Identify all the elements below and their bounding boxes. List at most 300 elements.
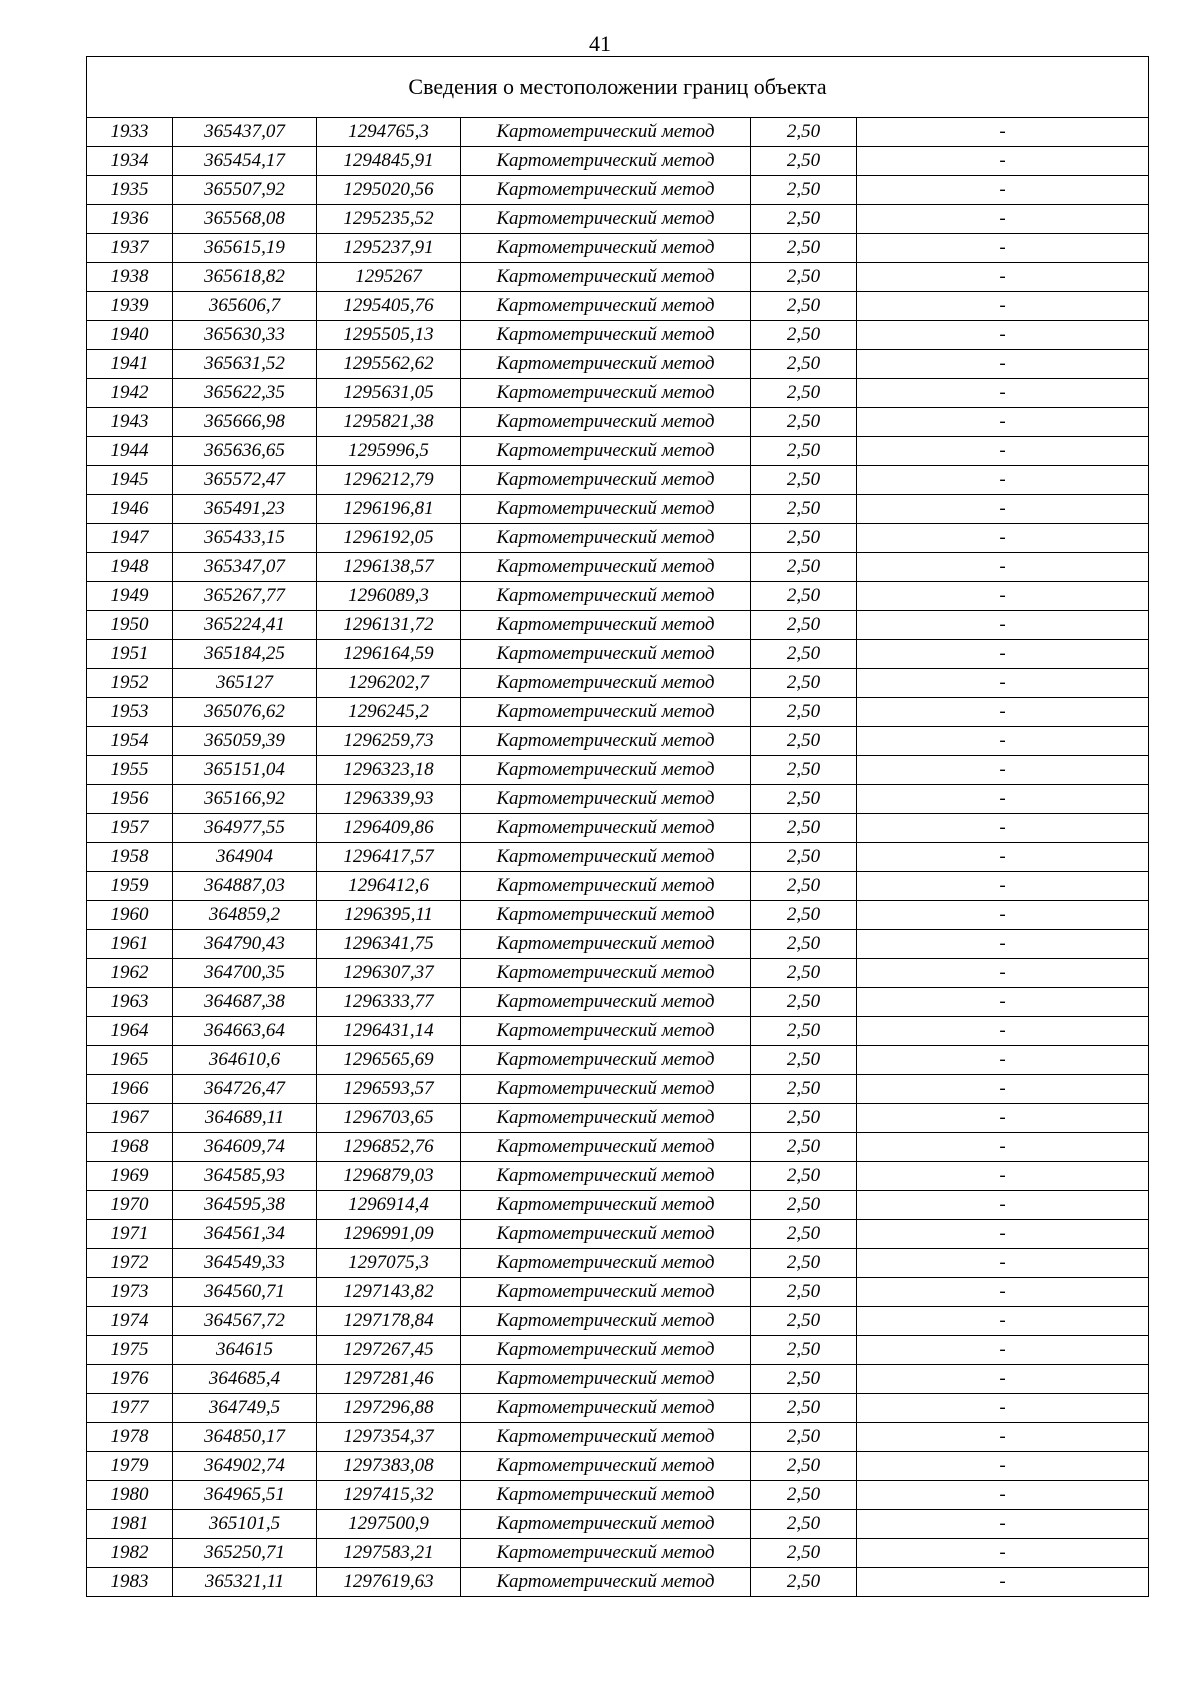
precision-cell: 2,50 — [751, 611, 857, 640]
y-coordinate-cell: 1297383,08 — [317, 1452, 461, 1481]
y-coordinate-cell: 1297281,46 — [317, 1365, 461, 1394]
x-coordinate-cell: 365267,77 — [173, 582, 317, 611]
table-row — [87, 669, 1149, 698]
table-row — [87, 1075, 1149, 1104]
method-cell: Картометрический метод — [461, 350, 751, 379]
y-coordinate-cell: 1297143,82 — [317, 1278, 461, 1307]
method-cell: Картометрический метод — [461, 205, 751, 234]
x-coordinate-cell: 364749,5 — [173, 1394, 317, 1423]
x-coordinate-cell: 365166,92 — [173, 785, 317, 814]
precision-cell: 2,50 — [751, 1220, 857, 1249]
description-cell: - — [857, 1336, 1149, 1365]
precision-cell: 2,50 — [751, 814, 857, 843]
method-cell: Картометрический метод — [461, 176, 751, 205]
x-coordinate-cell: 364790,43 — [173, 930, 317, 959]
x-coordinate-cell: 365454,17 — [173, 147, 317, 176]
precision-cell: 2,50 — [751, 495, 857, 524]
x-coordinate-cell: 364700,35 — [173, 959, 317, 988]
method-cell: Картометрический метод — [461, 988, 751, 1017]
precision-cell: 2,50 — [751, 988, 857, 1017]
y-coordinate-cell: 1296212,79 — [317, 466, 461, 495]
y-coordinate-cell: 1296593,57 — [317, 1075, 461, 1104]
precision-cell: 2,50 — [751, 1452, 857, 1481]
precision-cell: 2,50 — [751, 1104, 857, 1133]
description-cell: - — [857, 988, 1149, 1017]
x-coordinate-cell: 365437,07 — [173, 118, 317, 147]
table-row — [87, 1307, 1149, 1336]
y-coordinate-cell: 1296196,81 — [317, 495, 461, 524]
precision-cell: 2,50 — [751, 727, 857, 756]
y-coordinate-cell: 1296164,59 — [317, 640, 461, 669]
table-row — [87, 930, 1149, 959]
document-sheet — [86, 56, 1148, 1597]
table-row — [87, 408, 1149, 437]
method-cell: Картометрический метод — [461, 1191, 751, 1220]
description-cell: - — [857, 379, 1149, 408]
precision-cell: 2,50 — [751, 1394, 857, 1423]
description-cell: - — [857, 495, 1149, 524]
precision-cell: 2,50 — [751, 1510, 857, 1539]
y-coordinate-cell: 1296565,69 — [317, 1046, 461, 1075]
description-cell: - — [857, 698, 1149, 727]
point-number-cell: 1945 — [87, 466, 173, 495]
point-number-cell: 1959 — [87, 872, 173, 901]
method-cell: Картометрический метод — [461, 437, 751, 466]
table-row — [87, 263, 1149, 292]
method-cell: Картометрический метод — [461, 930, 751, 959]
table-row — [87, 582, 1149, 611]
table-row — [87, 292, 1149, 321]
method-cell: Картометрический метод — [461, 495, 751, 524]
y-coordinate-cell: 1296323,18 — [317, 756, 461, 785]
description-cell: - — [857, 1046, 1149, 1075]
point-number-cell: 1940 — [87, 321, 173, 350]
precision-cell: 2,50 — [751, 582, 857, 611]
y-coordinate-cell: 1295996,5 — [317, 437, 461, 466]
method-cell: Картометрический метод — [461, 1394, 751, 1423]
precision-cell: 2,50 — [751, 959, 857, 988]
x-coordinate-cell: 365618,82 — [173, 263, 317, 292]
point-number-cell: 1941 — [87, 350, 173, 379]
x-coordinate-cell: 364850,17 — [173, 1423, 317, 1452]
y-coordinate-cell: 1297500,9 — [317, 1510, 461, 1539]
y-coordinate-cell: 1296333,77 — [317, 988, 461, 1017]
precision-cell: 2,50 — [751, 1481, 857, 1510]
x-coordinate-cell: 364887,03 — [173, 872, 317, 901]
x-coordinate-cell: 365151,04 — [173, 756, 317, 785]
table-row — [87, 611, 1149, 640]
precision-cell: 2,50 — [751, 350, 857, 379]
description-cell: - — [857, 408, 1149, 437]
description-cell: - — [857, 1510, 1149, 1539]
y-coordinate-cell: 1296339,93 — [317, 785, 461, 814]
table-row — [87, 785, 1149, 814]
precision-cell: 2,50 — [751, 524, 857, 553]
table-row — [87, 234, 1149, 263]
x-coordinate-cell: 364560,71 — [173, 1278, 317, 1307]
precision-cell: 2,50 — [751, 1191, 857, 1220]
y-coordinate-cell: 1296341,75 — [317, 930, 461, 959]
point-number-cell: 1952 — [87, 669, 173, 698]
description-cell: - — [857, 1133, 1149, 1162]
x-coordinate-cell: 365666,98 — [173, 408, 317, 437]
description-cell: - — [857, 901, 1149, 930]
description-cell: - — [857, 1568, 1149, 1597]
precision-cell: 2,50 — [751, 1046, 857, 1075]
method-cell: Картометрический метод — [461, 872, 751, 901]
point-number-cell: 1947 — [87, 524, 173, 553]
x-coordinate-cell: 365491,23 — [173, 495, 317, 524]
x-coordinate-cell: 365076,62 — [173, 698, 317, 727]
method-cell: Картометрический метод — [461, 1568, 751, 1597]
description-cell: - — [857, 756, 1149, 785]
precision-cell: 2,50 — [751, 379, 857, 408]
x-coordinate-cell: 364977,55 — [173, 814, 317, 843]
table-row — [87, 466, 1149, 495]
table-row — [87, 988, 1149, 1017]
precision-cell: 2,50 — [751, 1075, 857, 1104]
x-coordinate-cell: 365615,19 — [173, 234, 317, 263]
description-cell: - — [857, 872, 1149, 901]
precision-cell: 2,50 — [751, 118, 857, 147]
y-coordinate-cell: 1296914,4 — [317, 1191, 461, 1220]
precision-cell: 2,50 — [751, 292, 857, 321]
x-coordinate-cell: 365059,39 — [173, 727, 317, 756]
y-coordinate-cell: 1297354,37 — [317, 1423, 461, 1452]
y-coordinate-cell: 1295562,62 — [317, 350, 461, 379]
method-cell: Картометрический метод — [461, 1075, 751, 1104]
table-row — [87, 901, 1149, 930]
x-coordinate-cell: 365321,11 — [173, 1568, 317, 1597]
point-number-cell: 1944 — [87, 437, 173, 466]
point-number-cell: 1976 — [87, 1365, 173, 1394]
method-cell: Картометрический метод — [461, 1249, 751, 1278]
y-coordinate-cell: 1297619,63 — [317, 1568, 461, 1597]
point-number-cell: 1946 — [87, 495, 173, 524]
precision-cell: 2,50 — [751, 1307, 857, 1336]
y-coordinate-cell: 1295235,52 — [317, 205, 461, 234]
method-cell: Картометрический метод — [461, 640, 751, 669]
point-number-cell: 1967 — [87, 1104, 173, 1133]
table-row — [87, 1394, 1149, 1423]
precision-cell: 2,50 — [751, 553, 857, 582]
table-row — [87, 1365, 1149, 1394]
y-coordinate-cell: 1295505,13 — [317, 321, 461, 350]
table-row — [87, 640, 1149, 669]
method-cell: Картометрический метод — [461, 466, 751, 495]
table-row — [87, 524, 1149, 553]
description-cell: - — [857, 263, 1149, 292]
point-number-cell: 1961 — [87, 930, 173, 959]
y-coordinate-cell: 1296138,57 — [317, 553, 461, 582]
method-cell: Картометрический метод — [461, 1307, 751, 1336]
x-coordinate-cell: 364585,93 — [173, 1162, 317, 1191]
method-cell: Картометрический метод — [461, 611, 751, 640]
x-coordinate-cell: 364609,74 — [173, 1133, 317, 1162]
y-coordinate-cell: 1296412,6 — [317, 872, 461, 901]
description-cell: - — [857, 1423, 1149, 1452]
table-row — [87, 1452, 1149, 1481]
boundary-coordinates-table — [86, 56, 1149, 1597]
point-number-cell: 1977 — [87, 1394, 173, 1423]
x-coordinate-cell: 364902,74 — [173, 1452, 317, 1481]
precision-cell: 2,50 — [751, 437, 857, 466]
x-coordinate-cell: 365101,5 — [173, 1510, 317, 1539]
precision-cell: 2,50 — [751, 234, 857, 263]
y-coordinate-cell: 1295267 — [317, 263, 461, 292]
y-coordinate-cell: 1297415,32 — [317, 1481, 461, 1510]
x-coordinate-cell: 364549,33 — [173, 1249, 317, 1278]
description-cell: - — [857, 1278, 1149, 1307]
table-row — [87, 147, 1149, 176]
point-number-cell: 1934 — [87, 147, 173, 176]
description-cell: - — [857, 1481, 1149, 1510]
point-number-cell: 1975 — [87, 1336, 173, 1365]
table-row — [87, 437, 1149, 466]
precision-cell: 2,50 — [751, 640, 857, 669]
point-number-cell: 1974 — [87, 1307, 173, 1336]
precision-cell: 2,50 — [751, 669, 857, 698]
y-coordinate-cell: 1294845,91 — [317, 147, 461, 176]
x-coordinate-cell: 365184,25 — [173, 640, 317, 669]
point-number-cell: 1951 — [87, 640, 173, 669]
x-coordinate-cell: 364567,72 — [173, 1307, 317, 1336]
table-title: Сведения о местоположении границ объекта — [87, 57, 1149, 118]
precision-cell: 2,50 — [751, 147, 857, 176]
x-coordinate-cell: 364859,2 — [173, 901, 317, 930]
method-cell: Картометрический метод — [461, 1452, 751, 1481]
method-cell: Картометрический метод — [461, 1017, 751, 1046]
description-cell: - — [857, 1017, 1149, 1046]
description-cell: - — [857, 1162, 1149, 1191]
description-cell: - — [857, 1539, 1149, 1568]
table-row — [87, 1278, 1149, 1307]
description-cell: - — [857, 118, 1149, 147]
precision-cell: 2,50 — [751, 1568, 857, 1597]
method-cell: Картометрический метод — [461, 263, 751, 292]
description-cell: - — [857, 785, 1149, 814]
y-coordinate-cell: 1297296,88 — [317, 1394, 461, 1423]
y-coordinate-cell: 1296431,14 — [317, 1017, 461, 1046]
table-row — [87, 843, 1149, 872]
y-coordinate-cell: 1297583,21 — [317, 1539, 461, 1568]
table-row — [87, 872, 1149, 901]
precision-cell: 2,50 — [751, 1278, 857, 1307]
table-row — [87, 1423, 1149, 1452]
description-cell: - — [857, 1394, 1149, 1423]
point-number-cell: 1950 — [87, 611, 173, 640]
y-coordinate-cell: 1296409,86 — [317, 814, 461, 843]
y-coordinate-cell: 1296245,2 — [317, 698, 461, 727]
x-coordinate-cell: 364689,11 — [173, 1104, 317, 1133]
precision-cell: 2,50 — [751, 930, 857, 959]
y-coordinate-cell: 1297178,84 — [317, 1307, 461, 1336]
point-number-cell: 1981 — [87, 1510, 173, 1539]
precision-cell: 2,50 — [751, 901, 857, 930]
precision-cell: 2,50 — [751, 176, 857, 205]
point-number-cell: 1983 — [87, 1568, 173, 1597]
table-row — [87, 1249, 1149, 1278]
point-number-cell: 1955 — [87, 756, 173, 785]
y-coordinate-cell: 1296395,11 — [317, 901, 461, 930]
point-number-cell: 1953 — [87, 698, 173, 727]
y-coordinate-cell: 1296417,57 — [317, 843, 461, 872]
point-number-cell: 1972 — [87, 1249, 173, 1278]
point-number-cell: 1958 — [87, 843, 173, 872]
method-cell: Картометрический метод — [461, 1423, 751, 1452]
description-cell: - — [857, 1307, 1149, 1336]
x-coordinate-cell: 364687,38 — [173, 988, 317, 1017]
point-number-cell: 1933 — [87, 118, 173, 147]
table-row — [87, 1220, 1149, 1249]
point-number-cell: 1971 — [87, 1220, 173, 1249]
method-cell: Картометрический метод — [461, 553, 751, 582]
method-cell: Картометрический метод — [461, 1046, 751, 1075]
precision-cell: 2,50 — [751, 756, 857, 785]
table-row — [87, 553, 1149, 582]
point-number-cell: 1936 — [87, 205, 173, 234]
precision-cell: 2,50 — [751, 321, 857, 350]
point-number-cell: 1948 — [87, 553, 173, 582]
precision-cell: 2,50 — [751, 1539, 857, 1568]
point-number-cell: 1960 — [87, 901, 173, 930]
method-cell: Картометрический метод — [461, 1104, 751, 1133]
y-coordinate-cell: 1295020,56 — [317, 176, 461, 205]
method-cell: Картометрический метод — [461, 669, 751, 698]
point-number-cell: 1968 — [87, 1133, 173, 1162]
precision-cell: 2,50 — [751, 1133, 857, 1162]
point-number-cell: 1949 — [87, 582, 173, 611]
point-number-cell: 1942 — [87, 379, 173, 408]
point-number-cell: 1935 — [87, 176, 173, 205]
table-row — [87, 1568, 1149, 1597]
precision-cell: 2,50 — [751, 205, 857, 234]
method-cell: Картометрический метод — [461, 379, 751, 408]
method-cell: Картометрический метод — [461, 1365, 751, 1394]
table-row — [87, 1133, 1149, 1162]
method-cell: Картометрический метод — [461, 1220, 751, 1249]
point-number-cell: 1954 — [87, 727, 173, 756]
description-cell: - — [857, 669, 1149, 698]
method-cell: Картометрический метод — [461, 321, 751, 350]
table-row — [87, 814, 1149, 843]
method-cell: Картометрический метод — [461, 1133, 751, 1162]
y-coordinate-cell: 1296131,72 — [317, 611, 461, 640]
description-cell: - — [857, 1249, 1149, 1278]
x-coordinate-cell: 365127 — [173, 669, 317, 698]
y-coordinate-cell: 1296089,3 — [317, 582, 461, 611]
y-coordinate-cell: 1296703,65 — [317, 1104, 461, 1133]
point-number-cell: 1943 — [87, 408, 173, 437]
table-row — [87, 176, 1149, 205]
x-coordinate-cell: 365630,33 — [173, 321, 317, 350]
description-cell: - — [857, 727, 1149, 756]
description-cell: - — [857, 1365, 1149, 1394]
point-number-cell: 1965 — [87, 1046, 173, 1075]
description-cell: - — [857, 640, 1149, 669]
precision-cell: 2,50 — [751, 466, 857, 495]
table-row — [87, 495, 1149, 524]
description-cell: - — [857, 1220, 1149, 1249]
table-row — [87, 959, 1149, 988]
x-coordinate-cell: 364726,47 — [173, 1075, 317, 1104]
point-number-cell: 1963 — [87, 988, 173, 1017]
x-coordinate-cell: 364595,38 — [173, 1191, 317, 1220]
method-cell: Картометрический метод — [461, 814, 751, 843]
precision-cell: 2,50 — [751, 698, 857, 727]
y-coordinate-cell: 1296259,73 — [317, 727, 461, 756]
description-cell: - — [857, 524, 1149, 553]
table-row — [87, 118, 1149, 147]
precision-cell: 2,50 — [751, 1336, 857, 1365]
method-cell: Картометрический метод — [461, 582, 751, 611]
table-row — [87, 1481, 1149, 1510]
method-cell: Картометрический метод — [461, 118, 751, 147]
x-coordinate-cell: 365347,07 — [173, 553, 317, 582]
y-coordinate-cell: 1297075,3 — [317, 1249, 461, 1278]
y-coordinate-cell: 1294765,3 — [317, 118, 461, 147]
precision-cell: 2,50 — [751, 872, 857, 901]
description-cell: - — [857, 205, 1149, 234]
description-cell: - — [857, 1104, 1149, 1133]
y-coordinate-cell: 1295405,76 — [317, 292, 461, 321]
table-row — [87, 1336, 1149, 1365]
point-number-cell: 1979 — [87, 1452, 173, 1481]
table-row — [87, 1017, 1149, 1046]
x-coordinate-cell: 365631,52 — [173, 350, 317, 379]
precision-cell: 2,50 — [751, 1423, 857, 1452]
table-row — [87, 321, 1149, 350]
description-cell: - — [857, 147, 1149, 176]
method-cell: Картометрический метод — [461, 408, 751, 437]
precision-cell: 2,50 — [751, 1162, 857, 1191]
y-coordinate-cell: 1295237,91 — [317, 234, 461, 263]
point-number-cell: 1980 — [87, 1481, 173, 1510]
y-coordinate-cell: 1296202,7 — [317, 669, 461, 698]
table-row — [87, 1191, 1149, 1220]
precision-cell: 2,50 — [751, 1017, 857, 1046]
description-cell: - — [857, 930, 1149, 959]
method-cell: Картометрический метод — [461, 1162, 751, 1191]
table-row — [87, 698, 1149, 727]
point-number-cell: 1938 — [87, 263, 173, 292]
x-coordinate-cell: 365224,41 — [173, 611, 317, 640]
description-cell: - — [857, 959, 1149, 988]
description-cell: - — [857, 1191, 1149, 1220]
precision-cell: 2,50 — [751, 408, 857, 437]
table-title-row — [87, 57, 1149, 118]
x-coordinate-cell: 365636,65 — [173, 437, 317, 466]
y-coordinate-cell: 1296192,05 — [317, 524, 461, 553]
table-row — [87, 1539, 1149, 1568]
description-cell: - — [857, 292, 1149, 321]
method-cell: Картометрический метод — [461, 292, 751, 321]
precision-cell: 2,50 — [751, 843, 857, 872]
description-cell: - — [857, 611, 1149, 640]
method-cell: Картометрический метод — [461, 959, 751, 988]
description-cell: - — [857, 1075, 1149, 1104]
description-cell: - — [857, 321, 1149, 350]
method-cell: Картометрический метод — [461, 1336, 751, 1365]
x-coordinate-cell: 365250,71 — [173, 1539, 317, 1568]
method-cell: Картометрический метод — [461, 843, 751, 872]
table-row — [87, 727, 1149, 756]
table-body — [87, 118, 1149, 1597]
page-number: 41 — [589, 31, 611, 56]
x-coordinate-cell: 364663,64 — [173, 1017, 317, 1046]
x-coordinate-cell: 365507,92 — [173, 176, 317, 205]
method-cell: Картометрический метод — [461, 524, 751, 553]
